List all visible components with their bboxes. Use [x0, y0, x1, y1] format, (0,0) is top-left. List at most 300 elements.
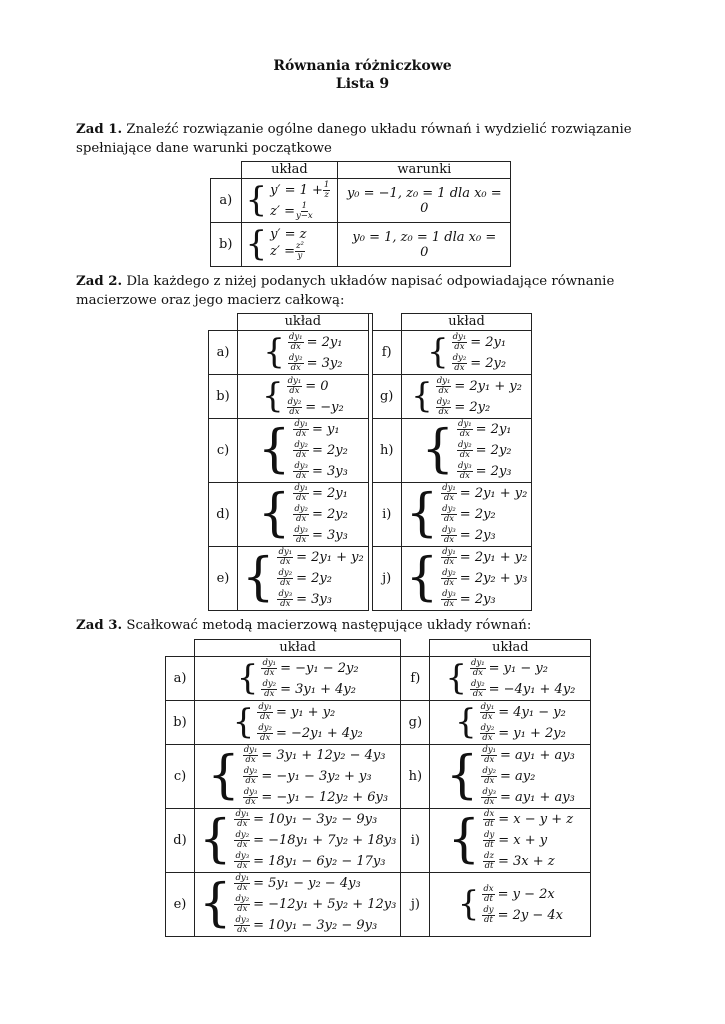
equation [288, 354, 343, 373]
equation-rhs: = 2y₂ [475, 443, 512, 458]
equation-rhs: = 2y₁ [470, 334, 507, 350]
fraction-denominator: z [324, 189, 329, 200]
fraction-numerator: dy₁ [235, 873, 250, 883]
zad1-header-system: układ [241, 162, 338, 179]
equation [457, 420, 512, 439]
equation-rhs: = 3y₁ + 12y₂ − 4y₃ [261, 748, 386, 763]
fraction-numerator: dy₂ [262, 678, 277, 689]
fraction-denominator: dx [443, 493, 455, 503]
equation [234, 874, 396, 893]
equation-rhs: = 2y₁ [475, 422, 512, 437]
equation [457, 462, 512, 481]
row-label: c) [209, 419, 238, 483]
row-label: f) [401, 657, 430, 701]
fraction-numerator: dy₃ [458, 461, 472, 471]
fraction-denominator: dt [484, 914, 493, 925]
equation [261, 680, 358, 699]
left-brace-icon: { [257, 420, 291, 480]
equation [482, 906, 563, 925]
fraction-denominator: dx [484, 797, 495, 807]
equation-rhs: = 3x + z [497, 854, 555, 869]
fraction-denominator: dx [472, 667, 483, 678]
fraction-numerator: dy₁ [442, 547, 456, 557]
fraction-numerator: dy₃ [442, 589, 456, 599]
equation-rhs: = −4y₁ + 4y₂ [488, 681, 576, 697]
zad1-row [211, 223, 511, 267]
fraction-numerator: dy₃ [278, 589, 293, 599]
zad1-body: Znaleźć rozwiązanie ogólne danego układu równań i wydzielić rozwiązanie spełniające dane warunki początkowe [76, 122, 632, 156]
fraction-numerator: dy₁ [258, 701, 272, 712]
fraction-denominator: dx [237, 819, 248, 829]
fraction-denominator: dx [482, 711, 493, 722]
fraction [480, 724, 496, 743]
equations [234, 810, 396, 871]
equation [293, 484, 348, 503]
equation-system [233, 703, 363, 743]
fraction-numerator: dy₂ [442, 568, 456, 578]
equation [470, 659, 575, 678]
fraction-numerator: dy₃ [294, 461, 308, 471]
equation-system [406, 484, 528, 545]
fraction-denominator: y−x [295, 210, 313, 221]
fraction-numerator: dy₁ [278, 547, 293, 557]
equation-rhs: = 2y₃ [459, 528, 496, 543]
equation [287, 377, 344, 396]
system-cell [195, 745, 401, 809]
fraction [457, 462, 473, 481]
conditions-cell: y₀ = −1, z₀ = 1 dla x₀ = 0 [338, 179, 511, 223]
equation [234, 916, 396, 935]
fraction [293, 526, 309, 545]
fraction-denominator: dt [484, 819, 494, 829]
left-brace-icon: { [207, 746, 240, 806]
equation-system [242, 548, 364, 609]
equation-rhs: = 2y₃ [475, 464, 512, 479]
fraction-denominator: dx [237, 904, 248, 914]
row-label: h) [401, 745, 430, 809]
row-label: a) [211, 179, 242, 223]
equation [243, 788, 388, 807]
fraction-numerator: dy₂ [436, 396, 451, 407]
fraction-numerator: dy₂ [471, 678, 485, 689]
equation [481, 767, 574, 786]
equation [457, 441, 512, 460]
equation-system [427, 333, 506, 373]
fraction-denominator: dx [472, 688, 483, 699]
fraction [288, 333, 304, 352]
zad1-label: Zad 1. [76, 122, 123, 137]
fraction-denominator: dx [245, 776, 256, 786]
fraction-numerator: dy₁ [262, 657, 277, 668]
system-cell [401, 547, 532, 611]
left-brace-icon: { [245, 179, 268, 220]
equation-system [406, 548, 528, 609]
corner [211, 162, 242, 179]
fraction-denominator: dx [459, 429, 470, 439]
fraction [243, 746, 259, 765]
equation-system [422, 420, 512, 481]
zad2-header-left: układ [238, 314, 369, 331]
equations [270, 181, 333, 221]
equation-rhs: = 3y₃ [311, 528, 348, 543]
row-label: j) [372, 547, 401, 611]
fraction [287, 377, 303, 396]
equations [457, 420, 512, 481]
system-cell [430, 701, 591, 745]
equation [441, 590, 527, 609]
fraction-denominator: dx [454, 341, 465, 352]
equation [481, 746, 574, 765]
fraction-denominator: dx [260, 711, 271, 722]
row-label: g) [401, 701, 430, 745]
fraction-denominator: dx [289, 385, 300, 396]
equation [287, 398, 344, 417]
equation-rhs: = 3y₁ + 4y₂ [280, 681, 356, 697]
system-cell [401, 419, 532, 483]
equation-system [199, 874, 396, 935]
fraction-denominator: dx [454, 362, 465, 373]
fraction-denominator: dx [443, 514, 455, 524]
equations [293, 420, 348, 481]
equations [277, 548, 363, 609]
row-label: i) [401, 809, 430, 873]
fraction-denominator: dt [484, 861, 494, 871]
fraction-denominator: dx [443, 535, 455, 545]
page-title: Równania różniczkowe [273, 58, 452, 74]
equation [270, 242, 308, 261]
fraction [287, 398, 303, 417]
equation [257, 703, 362, 722]
fraction-numerator: dy₂ [288, 352, 303, 363]
equation-rhs: = −2y₁ + 4y₂ [275, 725, 363, 741]
left-brace-icon: { [405, 484, 439, 544]
equations [436, 377, 522, 417]
equation-rhs: = 3y₃ [311, 464, 348, 479]
fraction-numerator: dy₁ [480, 701, 495, 712]
fraction-numerator: dy₁ [235, 809, 250, 819]
row-label: b) [166, 701, 195, 745]
equation-system [455, 703, 566, 743]
equation-rhs: = y₁ [311, 422, 340, 437]
fraction-denominator: dx [443, 599, 455, 609]
left-brace-icon: { [199, 874, 232, 934]
equation [243, 767, 388, 786]
left-brace-icon: { [245, 223, 268, 264]
row-label: d) [166, 809, 195, 873]
equation-rhs: = ay₁ + ay₃ [500, 748, 575, 763]
equation [481, 788, 574, 807]
equation [293, 441, 348, 460]
equation [234, 895, 396, 914]
fraction [470, 680, 486, 699]
equation-system [446, 746, 575, 807]
equation [277, 548, 363, 567]
fraction-numerator: dy₁ [442, 483, 456, 493]
conditions-cell: y₀ = 1, z₀ = 1 dla x₀ = 0 [338, 223, 511, 267]
fraction [277, 590, 293, 609]
zad3-body: Scałkować metodą macierzową następujące układy równań: [122, 618, 532, 633]
fraction-denominator: dt [484, 840, 494, 850]
fraction [257, 724, 273, 743]
equation-rhs: = x − y + z [498, 812, 574, 827]
equation-rhs: = 0 [305, 378, 329, 394]
system-cell [401, 483, 532, 547]
equation-rhs: = 2y₁ + y₂ [459, 550, 528, 565]
row-label: a) [209, 331, 238, 375]
equation-rhs: = 2y₂ + y₃ [459, 571, 528, 586]
fraction-numerator: dy₂ [235, 894, 250, 904]
fraction-denominator: dx [264, 688, 275, 699]
left-brace-icon: { [454, 701, 477, 742]
fraction-denominator: dx [296, 450, 307, 460]
equation-lhs: y′ = 1 + [270, 182, 323, 198]
equations [257, 703, 362, 743]
fraction-denominator: dx [459, 471, 470, 481]
table-row [209, 375, 532, 419]
equation [270, 181, 333, 200]
fraction-numerator: dy₂ [235, 830, 250, 840]
equation-rhs: = 2y₁ [306, 334, 343, 350]
fraction-denominator: dx [443, 578, 455, 588]
row-label: d) [209, 483, 238, 547]
row-label: c) [166, 745, 195, 809]
equations [243, 746, 388, 807]
equations [261, 659, 358, 699]
equation [441, 569, 527, 588]
equation-rhs: = 3y₂ [306, 355, 343, 371]
fraction [293, 505, 309, 524]
equation-rhs: = 2y₁ + y₂ [296, 550, 364, 565]
fraction [243, 788, 259, 807]
row-label: f) [372, 331, 401, 375]
fraction [481, 788, 497, 807]
row-label: a) [166, 657, 195, 701]
fraction [257, 703, 273, 722]
equation-system [258, 420, 348, 481]
zad2-text [76, 272, 660, 310]
fraction-numerator: dy₂ [482, 766, 497, 776]
equation-system [445, 659, 575, 699]
fraction-numerator: dz [484, 851, 494, 861]
fraction-numerator: dy₂ [480, 722, 495, 733]
equation [293, 505, 348, 524]
fraction-denominator: dx [260, 732, 271, 743]
equation-rhs: = 2y₂ [470, 355, 507, 371]
equation-system [411, 377, 522, 417]
fraction-numerator: dy₂ [258, 722, 272, 733]
fraction [234, 810, 250, 829]
left-brace-icon: { [426, 331, 449, 372]
fraction [441, 569, 457, 588]
fraction [441, 484, 457, 503]
equation-rhs: = −18y₁ + 7y₂ + 18y₃ [253, 833, 397, 848]
fraction [243, 767, 259, 786]
system-cell [238, 375, 369, 419]
left-brace-icon: { [242, 548, 275, 608]
fraction-numerator: dy₃ [235, 915, 250, 925]
equation [293, 462, 348, 481]
row-label: e) [166, 873, 195, 937]
fraction-denominator: dx [482, 732, 493, 743]
table-row [166, 745, 591, 809]
fraction-numerator: dy₃ [294, 525, 308, 535]
fraction-numerator: dy₃ [235, 851, 250, 861]
equation-rhs: = −y₂ [305, 399, 344, 415]
row-label: b) [211, 223, 242, 267]
row-label: i) [372, 483, 401, 547]
zad1-header-conditions: warunki [338, 162, 511, 179]
left-brace-icon: { [257, 484, 291, 544]
fraction-numerator: dy₂ [287, 396, 302, 407]
equation-rhs: = 5y₁ − y₂ − 4y₃ [253, 876, 361, 891]
fraction-denominator: dx [296, 493, 307, 503]
fraction [293, 420, 309, 439]
fraction-numerator: dy₁ [471, 657, 485, 668]
left-brace-icon: { [236, 657, 259, 698]
left-brace-icon: { [232, 701, 255, 742]
equation-rhs: = −y₁ − 3y₂ + y₃ [261, 769, 372, 784]
equations [288, 333, 343, 373]
row-label: b) [209, 375, 238, 419]
zad2-body: Dla każdego z niżej podanych układów napisać odpowiadające równanie macierzowe oraz jego macierz całkową: [76, 274, 615, 308]
fraction [295, 242, 305, 261]
fraction [234, 895, 250, 914]
fraction [481, 746, 497, 765]
system-cell [238, 483, 369, 547]
fraction [295, 202, 314, 221]
fraction-denominator: dx [264, 667, 275, 678]
table-row [209, 547, 532, 611]
fraction [234, 831, 250, 850]
equations [482, 885, 563, 925]
fraction-denominator: dt [484, 893, 493, 904]
row-label: g) [372, 375, 401, 419]
equation-rhs: = 2y₂ [454, 399, 491, 415]
fraction [441, 548, 457, 567]
fraction [261, 659, 277, 678]
fraction-denominator: dx [280, 578, 291, 588]
system-cell [238, 419, 369, 483]
equation [288, 333, 343, 352]
equation-rhs: = −y₁ − 12y₂ + 6y₃ [261, 790, 389, 805]
equation-system [246, 181, 334, 221]
fraction-denominator: dx [296, 535, 307, 545]
equation [277, 569, 363, 588]
left-brace-icon: { [261, 375, 284, 416]
fraction-numerator: dy [483, 904, 494, 915]
left-brace-icon: { [445, 657, 467, 698]
equation-rhs: = y₁ + y₂ [275, 704, 336, 720]
system-cell [195, 657, 401, 701]
equation-rhs: = y − 2x [497, 886, 555, 902]
table-row [166, 873, 591, 937]
table-row [166, 809, 591, 873]
fraction [480, 703, 496, 722]
equations [293, 484, 348, 545]
equation-rhs: = 2y₂ [296, 571, 332, 586]
fraction [452, 333, 468, 352]
fraction-numerator: dy₃ [243, 787, 258, 797]
fraction-numerator: dy₁ [458, 419, 472, 429]
fraction-numerator: dy₁ [243, 745, 258, 755]
equation [234, 810, 396, 829]
fraction [441, 505, 457, 524]
fraction [483, 852, 495, 871]
fraction-denominator: dx [296, 471, 307, 481]
equation [257, 724, 362, 743]
equation [483, 810, 573, 829]
fraction [457, 441, 473, 460]
system-cell [195, 701, 401, 745]
system-cell [241, 223, 338, 267]
equation-system [199, 810, 396, 871]
equation [270, 226, 308, 242]
equations [287, 377, 344, 417]
equation [243, 746, 388, 765]
equation-rhs: = 2y₂ [311, 443, 348, 458]
fraction-numerator: dx [484, 809, 495, 819]
fraction-denominator: dx [237, 883, 248, 893]
equation [261, 659, 358, 678]
fraction-denominator: dx [237, 861, 248, 871]
equation-system [258, 484, 348, 545]
fraction-numerator: dy₂ [442, 504, 456, 514]
system-cell [430, 657, 591, 701]
table-row [166, 701, 591, 745]
equation-rhs: = 2y₃ [459, 592, 496, 607]
zad1-text [76, 120, 660, 158]
fraction-numerator: dy₁ [294, 419, 308, 429]
fraction-numerator: dy [484, 830, 495, 840]
equation [483, 852, 573, 871]
equation-lhs: y′ = z [270, 226, 307, 242]
fraction [288, 354, 304, 373]
equation-rhs: = 2y₁ + y₂ [459, 486, 528, 501]
left-brace-icon: { [447, 810, 481, 870]
fraction-denominator: dx [438, 385, 449, 396]
fraction-numerator: dy₂ [243, 766, 258, 776]
equation [452, 354, 507, 373]
fraction-numerator: dy₁ [294, 483, 308, 493]
zad1-table [210, 161, 511, 267]
system-cell [238, 331, 369, 375]
fraction [261, 680, 277, 699]
fraction-numerator: dy₃ [442, 525, 456, 535]
equation-rhs: = 4y₁ − y₂ [498, 704, 566, 720]
fraction-denominator: dx [443, 557, 455, 567]
equation [277, 590, 363, 609]
fraction-denominator: dx [459, 450, 470, 460]
equation-rhs: = 2y₂ [459, 507, 496, 522]
fraction-denominator: dx [290, 341, 301, 352]
zad3-header-right: układ [430, 640, 591, 657]
system-cell [195, 809, 401, 873]
fraction [483, 810, 495, 829]
fraction-numerator: dy₂ [278, 568, 293, 578]
fraction [234, 874, 250, 893]
row-label: j) [401, 873, 430, 937]
fraction-numerator: dy₁ [436, 375, 451, 386]
zad1-row [211, 179, 511, 223]
fraction-numerator: 1 [301, 200, 308, 211]
fraction-numerator: dy₁ [287, 375, 302, 386]
equation-rhs: = y₁ − y₂ [488, 660, 548, 676]
equation [270, 202, 333, 221]
fraction-denominator: dx [438, 406, 449, 417]
equation-system [448, 810, 574, 871]
equation-system [207, 746, 388, 807]
fraction-numerator: dy₁ [288, 331, 303, 342]
